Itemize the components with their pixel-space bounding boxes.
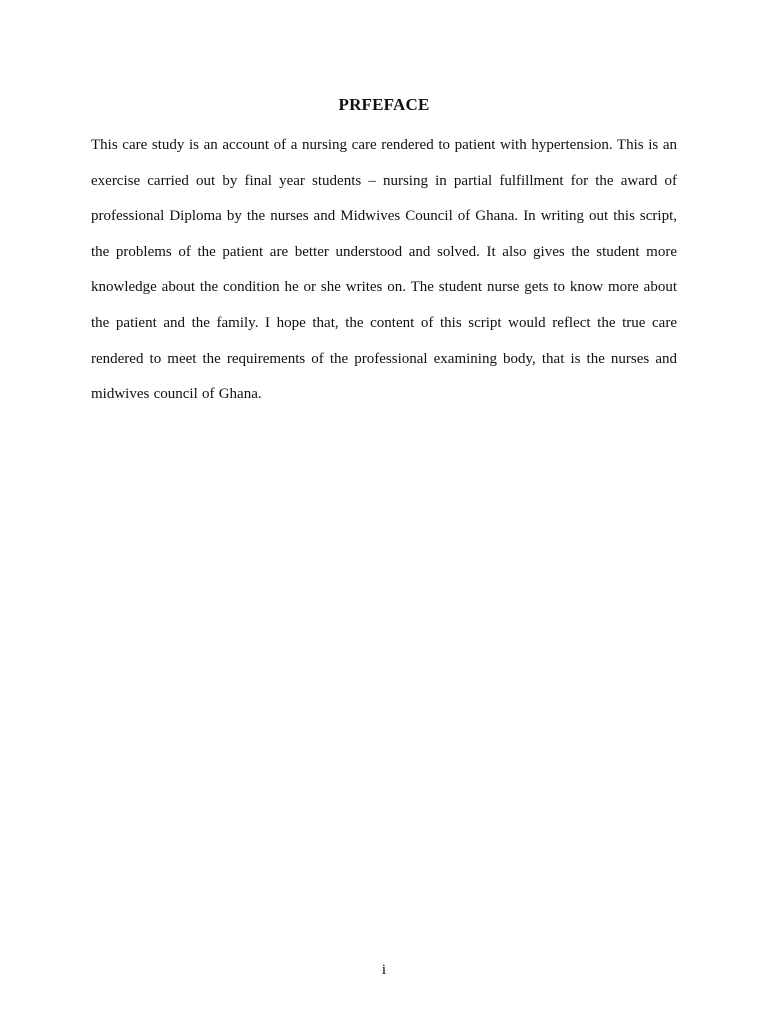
preface-paragraph: This care study is an account of a nursing care rendered to patient with hypertension. This is an exercise carried out by final year students – nursing in partial fulfillment for the award of professional Diploma by the nurses and Midwives Council of Ghana. In writing out this script, the problems of the patient are better understood and solved. It also gives the student more knowledge about the condition he or she writes on. The student nurse gets to know more about the patient and the family. I hope that, the content of this script would reflect the true care rendered to meet the requirements of the professional examining body, that is the nurses and midwives council of Ghana. <box>91 137 677 403</box>
page-title: PRFEFACE <box>338 95 430 114</box>
page-number: i <box>381 962 387 978</box>
